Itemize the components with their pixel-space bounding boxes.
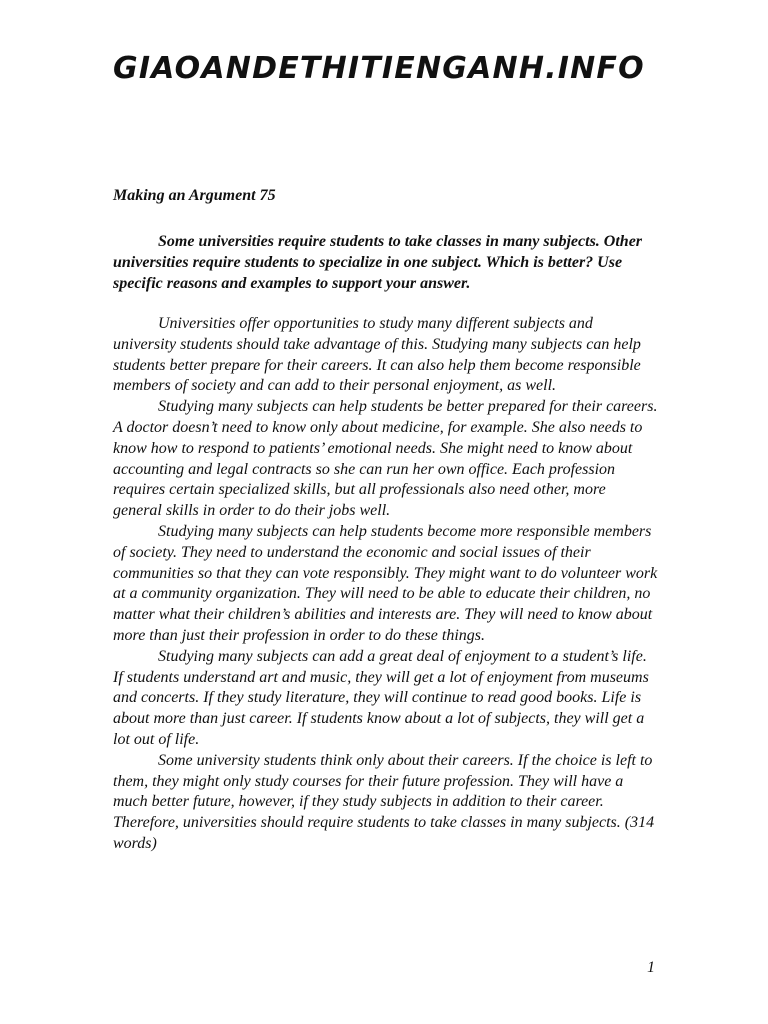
essay-body (113, 314, 658, 855)
site-title: GIAOANDETHITIENGANH.INFO (113, 51, 645, 86)
page-number: 1 (647, 959, 655, 976)
essay-paragraph-4: Studying many subjects can add a great deal of enjoyment to a student’s life. If students understand art and music, they will get a lot of enjoyment from museums and concerts. If they study literature, they will continue to read good books. Life is about more than just career. If students know about a lot of subjects, they will get a lot out of life. (113, 647, 649, 748)
document-heading: Making an Argument 75 (113, 187, 276, 204)
essay-paragraph-3: Studying many subjects can help students become more responsible members of society. They need to understand the economic and social issues of their communities so that they can vote responsibly. They might want to do volunteer work at a community organization. They will need to be able to educate their children, no matter what their children’s abilities and interests are. They will need to know about more than just their profession in order to do these things. (113, 522, 658, 644)
essay-prompt: Some universities require students to take classes in many subjects. Other universities require students to specialize in one subject. Which is better? Use specific reasons and examples to support your answer. (113, 233, 643, 292)
essay-paragraph-1: Universities offer opportunities to study many different subjects and university students should take advantage of this. Studying many subjects can help students better prepare for their careers. It can also help them become responsible members of society and can add to their personal enjoyment, as well. (113, 315, 641, 395)
essay-paragraph-2: Studying many subjects can help students be better prepared for their careers. A doctor doesn’t need to know only about medicine, for example. She also needs to know how to respond to patients’ emotional needs. She might need to know about accounting and legal contracts so she can run her own office. Each profession requires certain specialized skills, but all professionals also need other, more general skills in order to do their jobs well. (113, 398, 658, 520)
essay-paragraph-5: Some university students think only about their careers. If the choice is left to them, they might only study courses for their future profession. They will have a much better future, however, if they study subjects in addition to their career. Therefore, universities should require students to take classes in many subjects. (314 words) (113, 751, 655, 852)
